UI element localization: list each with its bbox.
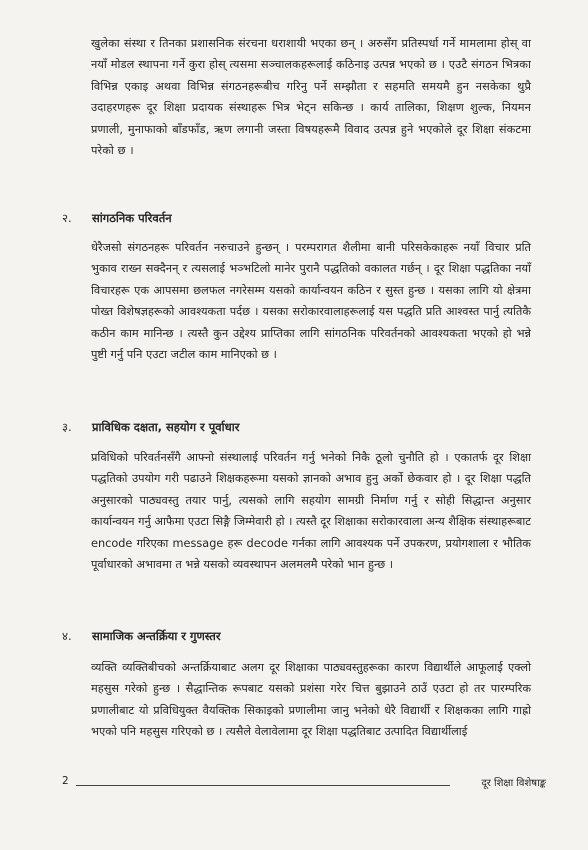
section-heading-4: [62, 627, 542, 645]
section-title: सांगठनिक परिवर्तन: [92, 211, 172, 225]
section-number: २.: [62, 211, 72, 225]
footer-rule: [76, 785, 450, 786]
section-number: ४.: [62, 629, 72, 643]
paragraph-organizational-change: धेरैजसो संगठनहरू परिवर्तन नरुचाउने हुन्छन् । परम्परागत शैलीमा बानी परिसकेकाहरू नयाँ विचार प्रति भुकाव राख्न सक्दैनन् र त्यसलाई भञ्भटिलो मानेर पुरानै पद्धतिको वकालत गर्छन् । दूर शिक्षा पद्धतिका नयाँ विचारहरू एक आपसमा छलफल नगरेसम्म यसको कार्यान्वयन कठिन र सुस्त हुन्छ । यसका लागि यो क्षेत्रमा पोख्त विशेषज्ञहरूको आवश्यकता पर्दछ । यसका सरोकारवालाहरूलाई यस पद्धति प्रति आश्वस्त पार्नु त्यतिकै कठीन काम मानिन्छ । त्यस्तै कुन उद्देश्य प्राप्तिका लागि सांगठनिक परिवर्तनको आवश्यकता भएको हो भन्ने पुष्टी गर्नु पनि एउटा जटील काम मानिएको छ ।: [91, 241, 531, 362]
magazine-title: दूर शिक्षा विशेषाङ्क: [481, 778, 546, 789]
paragraph-social-interaction: व्यक्ति व्यक्तिबीचको अन्तर्क्रियाबाट अलग दूर शिक्षाका पाठ्यवस्तुहरूका कारण विद्यार्थीले आफूलाई एक्लो महसुस गरेको हुन्छ । सैद्धान्तिक रूपबाट यसको प्रशंसा गरेर चित्त बुझाउने ठाउँ एउटा हो तर पारम्परिक प्रणालीबाट यो प्रविधियुक्त वैयक्तिक सिकाइको प्रणालीमा जानु भनेको धेरै विद्यार्थी र शिक्षकका लागि गाह्रो भएको पनि महसुस गरिएको छ । त्यसैले वेलावेलामा दूर शिक्षा पद्धतिबाट उत्पादित विद्यार्थीलाई: [91, 661, 531, 739]
section-heading-2: [62, 209, 542, 227]
section-heading-3: [62, 418, 542, 436]
section-title: प्राविधिक दक्षता, सहयोग र पूर्वाधार: [92, 420, 240, 434]
section-title: सामाजिक अन्तर्क्रिया र गुणस्तर: [92, 629, 221, 643]
page-footer: [62, 773, 546, 793]
section-number: ३.: [62, 420, 72, 434]
page-number: 2: [62, 775, 69, 787]
paragraph-technical-capacity: प्रविधिको परिवर्तनसँगै आफ्नो संस्थालाई परिवर्तन गर्नु भनेको निकै ठूलो चुनौति हो । एकातर्फ दूर शिक्षा पद्धतिको उपयोग गरी पढाउने शिक्षकहरूमा यसको ज्ञानको अभाव हुनु अर्को छेकवार हो । दूर शिक्षा पद्धति अनुसारको पाठ्यवस्तु तयार पार्नु, त्यसको लागि सहयोग सामग्री निर्माण गर्नु र सोही सिद्धान्त अनुसार कार्यान्वयन गर्नु आफैमा एउटा सिङ्गै जिम्मेवारी हो । त्यस्तै दूर शिक्षाका सरोकारवाला अन्य शैक्षिक संस्थाहरूबाट encode गरिएका message हरू decode गर्नका लागि आवश्यक पर्ने उपकरण, प्रयोगशाला र भौतिक पूर्वाधारको अभावमा त भन्ने यसको व्यवस्थापन अलमलमै परेको भान हुन्छ ।: [91, 451, 531, 572]
paragraph-intro: खुलेका संस्था र तिनका प्रशासनिक संरचना धराशायी भएका छन् । अरुसँग प्रतिस्पर्धा गर्ने मामलामा होस् वा नयाँ मोडल स्थापना गर्ने कुरा होस् त्यसमा सञ्चालकहरूलाई कठिनाइ उत्पन्न भएको छ । एउटै संगठन भित्रका विभिन्न एकाइ अथवा विभिन्न संगठनहरूबीच गरिनु पर्ने सम्झौता र सहमति समयमै हुन नसकेका थुप्रै उदाहरणहरू दूर शिक्षा प्रदायक संस्थाहरू भित्र भेट्न सकिन्छ । कार्य तालिका, शिक्षण शुल्क, नियमन प्रणाली, मुनाफाको बाँडफाँड, ऋण लगानी जस्ता विषयहरूमै विवाद उत्पन्न हुने भएकोले दूर शिक्षा संकटमा परेको छ ।: [91, 37, 531, 158]
